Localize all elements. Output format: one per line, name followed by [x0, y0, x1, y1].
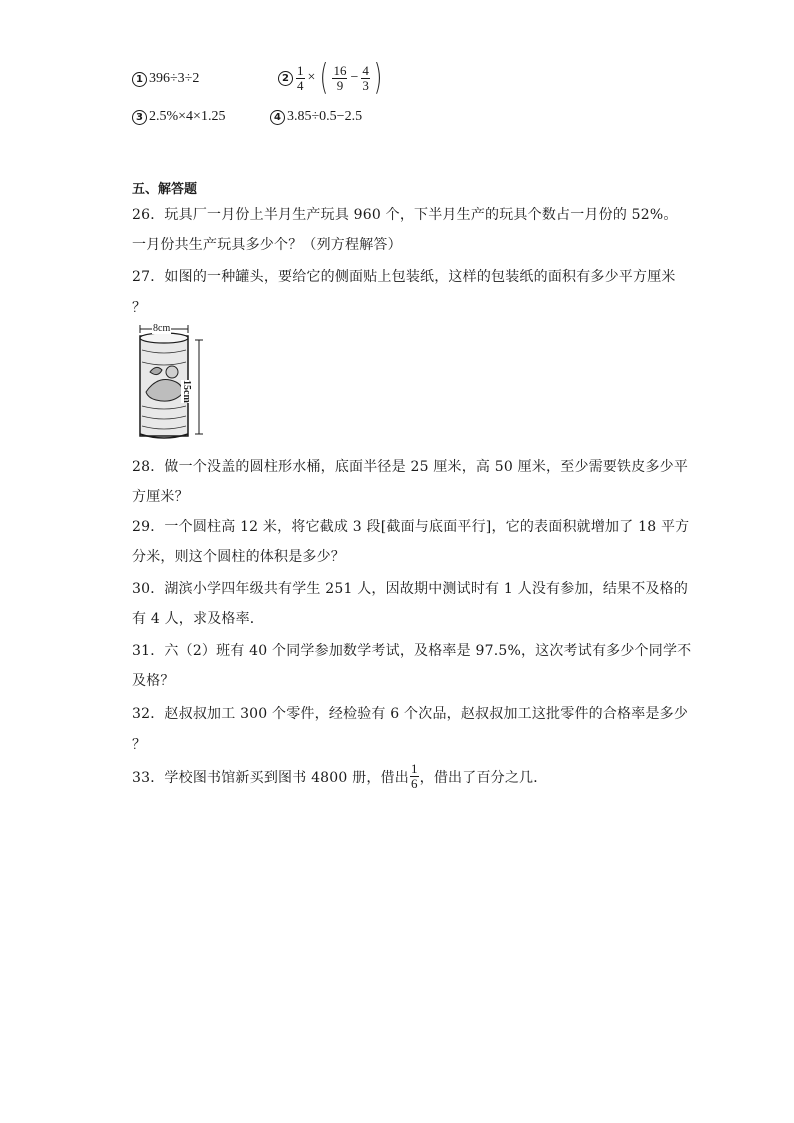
- question-33-suffix: ，借出了百分之几．: [419, 769, 548, 786]
- question-26-line-2: 一月份共生产玩具多少个？（列方程解答）: [132, 237, 402, 253]
- minus-sign: −: [350, 70, 359, 85]
- question-28-line-1: 28．做一个没盖的圆柱形水桶，底面半径是 25 厘米，高 50 厘米，至少需要铁皮多少平: [132, 459, 689, 475]
- question-33-prefix: 33．学校图书馆新买到图书 4800 册，借出: [132, 769, 409, 786]
- question-26-line-1: 26．玩具厂一月份上半月生产玩具 960 个，下半月生产的玩具个数占一月份的 52%。: [132, 207, 678, 223]
- question-29-line-2: 分米，则这个圆柱的体积是多少？: [132, 549, 345, 565]
- fraction-four-thirds: $\frac{4}{3}$: [362, 62, 369, 93]
- fraction-one-quarter: $\frac{1}{4}$: [297, 62, 304, 93]
- right-paren: ): [373, 57, 383, 98]
- width-label: 8cm: [153, 323, 171, 334]
- question-31-line-1: 31．六（2）班有 40 个同学参加数学考试，及格率是 97.5%，这次考试有多少个同学不: [132, 643, 692, 659]
- question-29-line-1: 29．一个圆柱高 12 米，将它截成 3 段[截面与底面平行]，它的表面积就增加了 18 平方: [132, 519, 690, 535]
- circled-number-1: 1: [132, 72, 147, 87]
- question-33: [132, 762, 547, 791]
- question-30-line-2: 有 4 人，求及格率．: [132, 611, 265, 627]
- circled-number-3: 3: [132, 110, 147, 125]
- left-paren: (: [320, 57, 329, 98]
- can-figure: [132, 322, 222, 442]
- calc-expression-3: 2.5%×4×1.25: [149, 109, 226, 124]
- calc-expression-4: 3.85÷0.5−2.5: [287, 109, 363, 124]
- calc-item-3: [132, 109, 225, 125]
- can-illustration: [132, 322, 222, 442]
- calc-item-2: [278, 57, 385, 98]
- calc-item-4: [270, 109, 362, 125]
- question-27-line-2: ？: [132, 300, 147, 316]
- section-title: 五、解答题: [132, 182, 198, 197]
- fraction-one-sixth: $\frac{1}{6}$: [410, 761, 418, 791]
- height-label: 15cm: [181, 380, 192, 403]
- question-32-line-1: 32．赵叔叔加工 300 个零件，经检验有 6 个次品，赵叔叔加工这批零件的合格率是多少: [132, 706, 689, 722]
- circled-number-4: 4: [270, 110, 285, 125]
- question-28-line-2: 方厘米？: [132, 489, 189, 505]
- question-27-line-1: 27．如图的一种罐头，要给它的侧面贴上包装纸，这样的包装纸的面积有多少平方厘米: [132, 269, 676, 285]
- question-30-line-1: 30．湖滨小学四年级共有学生 251 人，因故期中测试时有 1 人没有参加，结果不及格的: [132, 581, 689, 597]
- times-sign: ×: [307, 70, 316, 85]
- calc-item-1: [132, 71, 199, 87]
- question-31-line-2: 及格？: [132, 673, 175, 689]
- circled-number-2: 2: [278, 71, 293, 86]
- fraction-sixteen-ninths: $\frac{16}{9}$: [333, 62, 347, 93]
- question-32-line-2: ？: [132, 737, 147, 753]
- calc-expression-1: 396÷3÷2: [149, 71, 200, 86]
